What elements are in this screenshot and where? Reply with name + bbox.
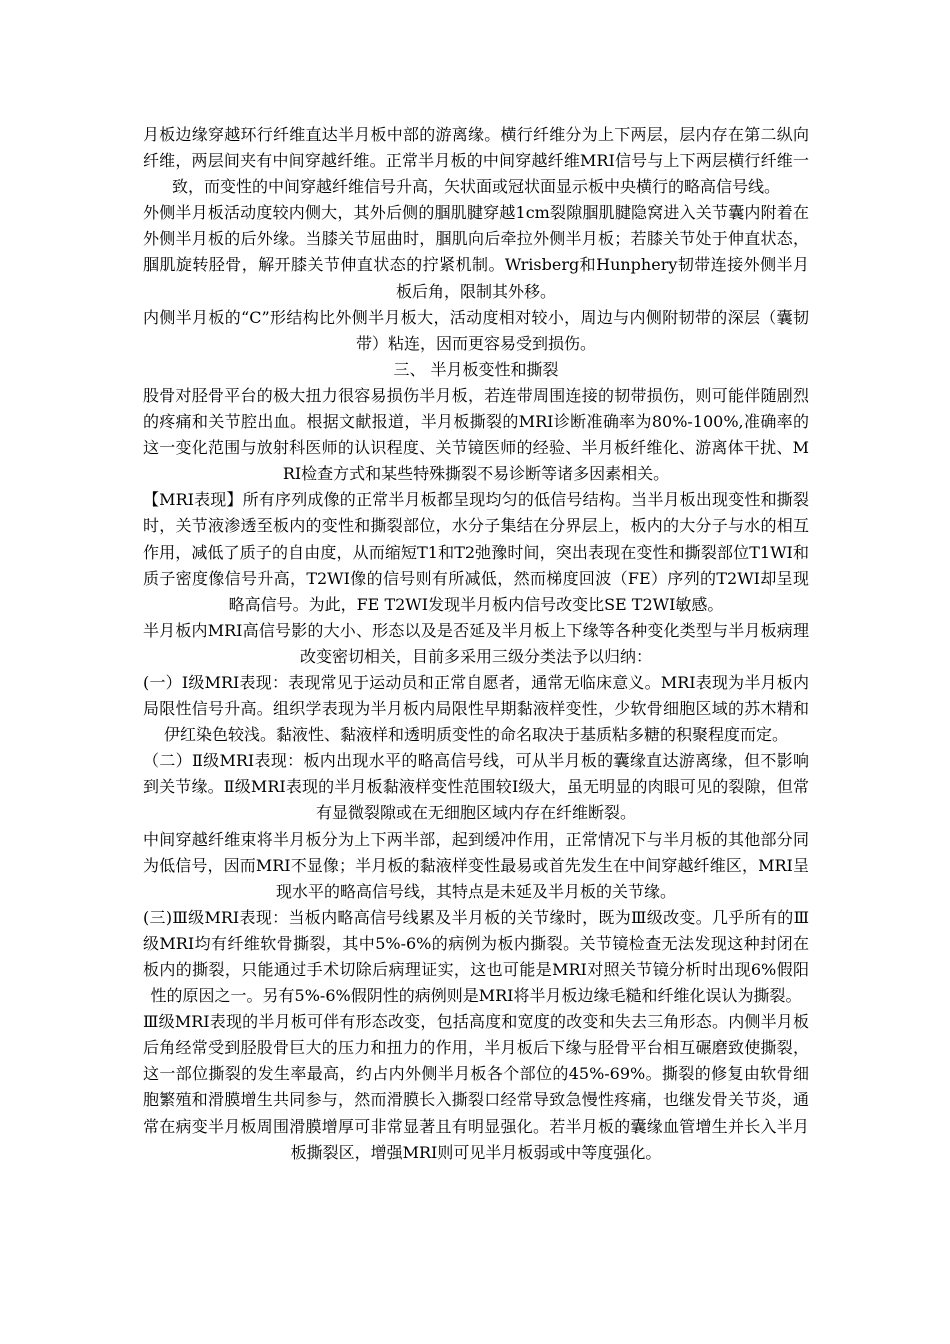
paragraph-classification-intro: 半月板内MRI高信号影的大小、形态以及是否延及半月板上下缘等各种变化类型与半月板病理改变密切相关，目前多采用三级分类法予以归纳：	[143, 620, 809, 666]
paragraph-grade-3-morphology: Ⅲ级MRI表现的半月板可伴有形态改变，包括高度和宽度的改变和失去三角形态。内侧半月板后角经常受到胫股骨巨大的压力和扭力的作用，半月板后下缘与胫骨平台相互碾磨致使撕裂，这一部位撕裂的发生率最高，约占内外侧半月板各个部位的45%-69%。撕裂的修复由软骨细胞繁殖和滑膜增生共同参与，然而滑膜长入撕裂口经常导致急慢性疼痛，也继发骨关节炎，通常在病变半月板周围滑膜增厚可非常显著且有明显强化。若半月板的囊缘血管增生并长入半月板撕裂区，增强MRI则可见半月板弱或中等度强化。	[143, 1012, 809, 1162]
paragraph-grade-3: (三)Ⅲ级MRI表现：当板内略高信号线累及半月板的关节缘时，既为Ⅲ级改变。几乎所有的Ⅲ级MRI均有纤维软骨撕裂，其中5%-6%的病例为板内撕裂。关节镜检查无法发现这种封闭在板内的撕裂，只能通过手术切除后病理证实，这也可能是MRI对照关节镜分析时出现6%假阳性的原因之一。另有5%-6%假阴性的病例则是MRI将半月板边缘毛糙和纤维化误认为撕裂。	[143, 907, 809, 1006]
paragraph-meniscus-fibers: 月板边缘穿越环行纤维直达半月板中部的游离缘。横行纤维分为上下两层，层内存在第二纵向纤维，两层间夹有中间穿越纤维。正常半月板的中间穿越纤维MRI信号与上下两层横行纤维一致，而变性的中间穿越纤维信号升高，矢状面或冠状面显示板中央横行的略高信号线。	[143, 125, 809, 197]
document-body	[143, 122, 809, 1166]
paragraph-medial-meniscus: 内侧半月板的“C”形结构比外侧半月板大，活动度相对较小，周边与内侧附韧带的深层（囊韧带）粘连，因而更容易受到损伤。	[143, 307, 809, 353]
section-heading: 三、 半月板变性和撕裂	[393, 359, 559, 379]
paragraph-middle-fibers: 中间穿越纤维束将半月板分为上下两半部，起到缓冲作用，正常情况下与半月板的其他部分同为低信号，因而MRI不显像；半月板的黏液样变性最易或首先发生在中间穿越纤维区，MRI呈现水平的略高信号线，其特点是未延及半月板的关节缘。	[143, 829, 809, 901]
paragraph-grade-2: （二）Ⅱ级MRI表现：板内出现水平的略高信号线，可从半月板的囊缘直达游离缘，但不影响到关节缘。Ⅱ级MRI表现的半月板黏液样变性范围较Ⅰ级大，虽无明显的肉眼可见的裂隙，但常有显微裂隙或在无细胞区域内存在纤维断裂。	[143, 751, 809, 823]
paragraph-tear-diagnosis: 股骨对胫骨平台的极大扭力很容易损伤半月板，若连带周围连接的韧带损伤，则可能伴随剧烈的疼痛和关节腔出血。根据文献报道，半月板撕裂的MRI诊断准确率为80%-100%,准确率的这一变化范围与放射科医师的认识程度、关节镜医师的经验、半月板纤维化、游离体干扰、MRI检查方式和某些特殊撕裂不易诊断等诸多因素相关。	[143, 385, 809, 484]
paragraph-grade-1: (一）Ⅰ级MRI表现：表现常见于运动员和正常自愿者，通常无临床意义。MRI表现为半月板内局限性信号升高。组织学表现为半月板内局限性早期黏液样变性，少软骨细胞区域的苏木精和伊红染色较浅。黏液性、黏液样和透明质变性的命名取决于基质粘多糖的积聚程度而定。	[143, 672, 809, 745]
paragraph-lateral-meniscus: 外侧半月板活动度较内侧大，其外后侧的腘肌腱穿越1cm裂隙腘肌腱隐窝进入关节囊内附着在外侧半月板的后外缘。当膝关节屈曲时，腘肌向后牵拉外侧半月板；若膝关节处于伸直状态，腘肌旋转胫骨，解开膝关节伸直状态的拧紧机制。Wrisberg和Hunphery韧带连接外侧半月板后角，限制其外移。	[143, 203, 809, 301]
paragraph-mri-findings: 【MRI表现】所有序列成像的正常半月板都呈现均匀的低信号结构。当半月板出现变性和撕裂时，关节液渗透至板内的变性和撕裂部位，水分子集结在分界层上，板内的大分子与水的相互作用，减低了质子的自由度，从而缩短T1和T2弛豫时间，突出表现在变性和撕裂部位T1WI和质子密度像信号升高，T2WI像的信号则有所减低，然而梯度回波（FE）序列的T2WI却呈现略高信号。为此，FE T2WI发现半月板内信号改变比SE T2WI敏感。	[143, 490, 809, 614]
